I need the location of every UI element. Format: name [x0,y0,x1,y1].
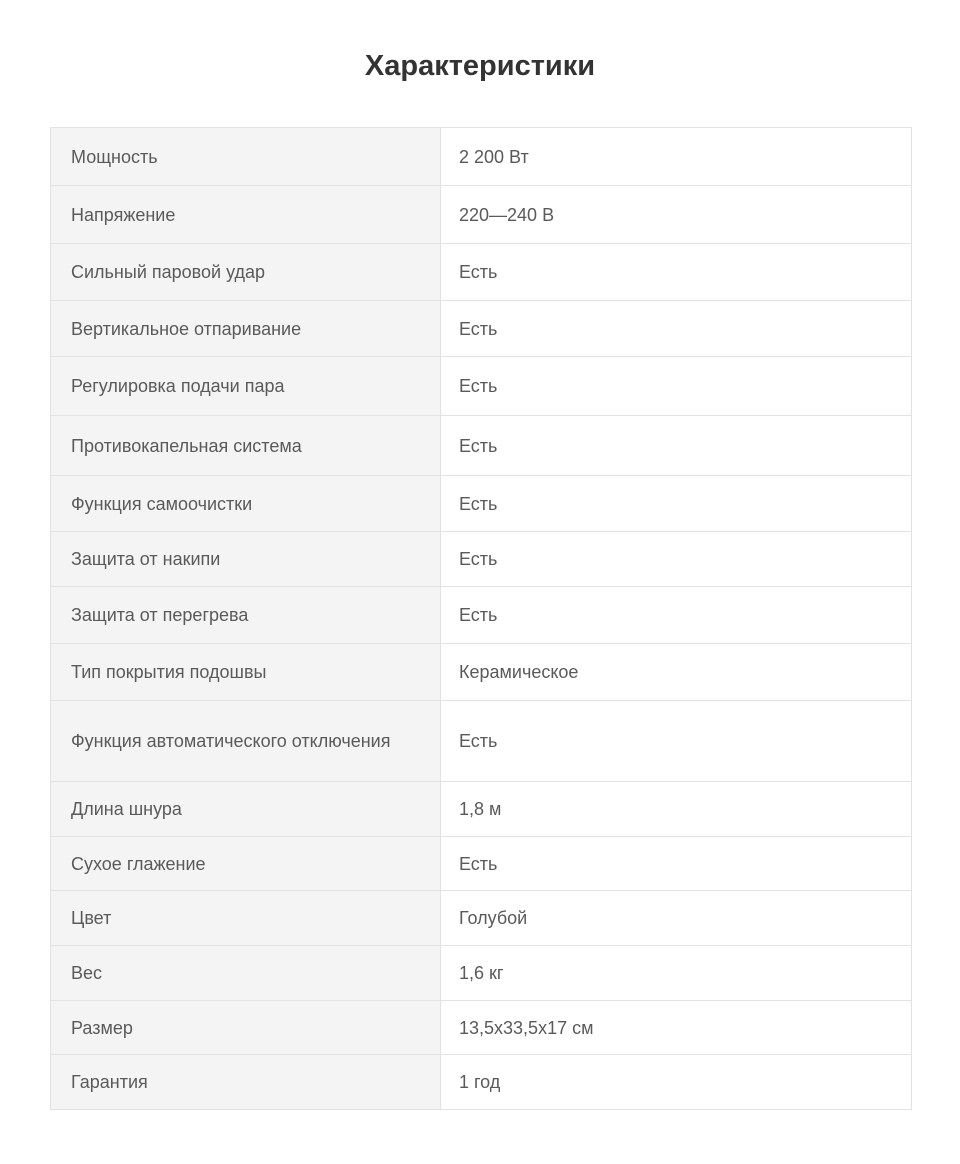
spec-value: Есть [441,357,912,416]
spec-value: Есть [441,587,912,644]
table-row [51,186,912,244]
spec-value: 220—240 В [441,186,912,244]
spec-name: Напряжение [51,186,441,244]
spec-value: 1,6 кг [441,946,912,1001]
spec-name: Противокапельная система [51,416,441,476]
table-row [51,644,912,701]
table-row [51,587,912,644]
spec-value: Есть [441,301,912,357]
spec-name: Функция автоматического отключения [51,701,441,782]
spec-name: Длина шнура [51,782,441,837]
spec-name: Функция самоочистки [51,476,441,532]
spec-value: Есть [441,532,912,587]
spec-value: Есть [441,837,912,891]
spec-name: Цвет [51,891,441,946]
spec-name: Тип покрытия подошвы [51,644,441,701]
table-row [51,532,912,587]
spec-name: Размер [51,1001,441,1055]
table-row [51,837,912,891]
spec-name: Гарантия [51,1055,441,1110]
spec-value: 1,8 м [441,782,912,837]
spec-value: 2 200 Вт [441,128,912,186]
spec-name: Сухое глажение [51,837,441,891]
spec-name: Вертикальное отпаривание [51,301,441,357]
specs-table [50,127,912,1110]
table-row [51,244,912,301]
spec-value: 1 год [441,1055,912,1110]
table-row [51,1055,912,1110]
spec-name: Защита от накипи [51,532,441,587]
spec-name: Вес [51,946,441,1001]
spec-value: Голубой [441,891,912,946]
spec-value: Есть [441,476,912,532]
spec-value: Есть [441,416,912,476]
spec-value: Есть [441,244,912,301]
table-row [51,782,912,837]
table-row [51,946,912,1001]
table-row [51,476,912,532]
table-row [51,701,912,782]
spec-value: Керамическое [441,644,912,701]
table-row [51,301,912,357]
spec-name: Регулировка подачи пара [51,357,441,416]
spec-name: Мощность [51,128,441,186]
table-row [51,1001,912,1055]
table-row [51,357,912,416]
spec-name: Защита от перегрева [51,587,441,644]
page-title: Характеристики [364,50,596,82]
spec-name: Сильный паровой удар [51,244,441,301]
table-row [51,416,912,476]
table-row [51,128,912,186]
spec-value: Есть [441,701,912,782]
table-row [51,891,912,946]
spec-value: 13,5x33,5x17 см [441,1001,912,1055]
